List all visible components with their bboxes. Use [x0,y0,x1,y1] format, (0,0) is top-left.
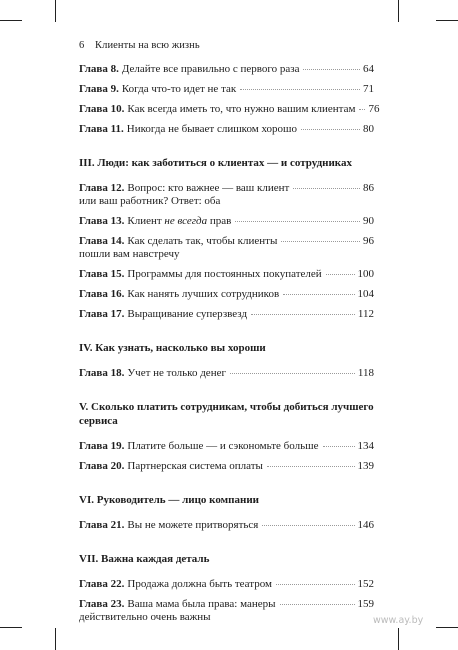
chapter-title [127,367,226,380]
chapter-label: Глава 12. [79,182,125,194]
chapter-title [127,215,231,228]
chapter-title-text: Никогда не бывает слишком хорошо [126,123,298,135]
dot-leader [326,274,355,275]
chapter-title-text: Клиент [127,215,162,227]
dot-leader [230,373,355,374]
chapter-title [127,182,289,195]
crop-mark [0,20,22,21]
chapter-title [127,578,272,591]
chapter-title [127,123,297,136]
page-ref: 76 [368,103,380,115]
chapter-title-text: Как нанять лучших сотрудников [127,288,280,300]
chapter-title-text: Вопрос: кто важнее — ваш клиент [127,182,290,194]
running-header [79,40,374,51]
chapter-title [122,63,300,76]
page-ref: 134 [357,440,374,452]
toc-entry[interactable] [79,63,374,76]
chapter-label: Глава 17. [79,308,125,320]
section-heading: V. Сколько платить сотрудникам, чтобы добиться лучшего сервиса [79,401,374,427]
chapter-title-text: Программы для постоянных покупателей [127,268,322,280]
toc-entry[interactable] [79,308,374,321]
chapter-title-text: Когда что-то идет не так [121,83,237,95]
dot-leader [303,69,360,70]
crop-mark [0,627,22,628]
page-ref: 100 [357,268,374,280]
page-ref: 118 [357,367,374,379]
chapter-title [127,460,263,473]
dot-leader [276,584,355,585]
page-ref: 86 [363,182,374,194]
toc-entry[interactable] [79,103,380,116]
chapter-title-text: Как всегда иметь то, что нужно вашим клиентам [127,103,356,115]
dot-leader [267,466,355,467]
dot-leader [262,525,354,526]
chapter-title-text: Как сделать так, чтобы клиенты [127,235,278,247]
chapter-title-text: Продажа должна быть театром [127,578,272,590]
toc-entry[interactable] [79,215,374,228]
toc-entry[interactable] [79,440,374,453]
chapter-title-text: Партнерская система оплаты [127,460,263,472]
chapter-title [127,598,275,611]
dot-leader [359,109,365,110]
toc-entry[interactable] [79,460,374,473]
page-ref: 146 [357,519,374,531]
dot-leader [323,446,355,447]
chapter-label: Глава 9. [79,83,119,95]
chapter-title-continuation: действительно очень важны [79,611,211,623]
toc-entry[interactable] [79,288,374,301]
crop-mark [436,20,458,21]
page-ref: 152 [357,578,374,590]
page-ref: 96 [363,235,374,247]
section-heading: VII. Важна каждая деталь [79,553,210,565]
page-ref: 80 [363,123,374,135]
chapter-title [127,440,318,453]
page-ref: 104 [357,288,374,300]
chapter-label: Глава 10. [79,103,125,115]
chapter-title-text: Учет не только денег [127,367,226,379]
dot-leader [235,221,360,222]
toc-entry[interactable] [79,519,374,532]
toc-entry[interactable] [79,83,374,96]
chapter-title-text: Платите больше — и сэкономьте больше [127,440,319,452]
toc-entry[interactable] [79,598,374,611]
chapter-label: Глава 20. [79,460,125,472]
table-of-contents [79,63,380,624]
chapter-title-text: Выращивание суперзвезд [127,308,248,320]
chapter-title [127,268,321,281]
dot-leader [251,314,355,315]
page-ref: 71 [363,83,374,95]
section-heading: VI. Руководитель — лицо компании [79,494,260,506]
chapter-title-text: прав [209,215,232,227]
toc-entry[interactable] [79,123,374,136]
chapter-label: Глава 14. [79,235,125,247]
watermark: www.ay.by [373,615,424,626]
chapter-label: Глава 23. [79,598,125,610]
page-ref: 64 [363,63,374,75]
chapter-title [127,235,277,248]
section-heading: III. Люди: как заботиться о клиентах — и сотрудниках [79,157,352,169]
toc-entry[interactable] [79,367,374,380]
toc-entry[interactable] [79,268,374,281]
dot-leader [283,294,354,295]
running-title: Клиенты на всю жизнь [95,40,200,51]
chapter-title-continuation: или ваш работник? Ответ: оба [79,195,221,207]
chapter-title [127,519,258,532]
toc-entry[interactable] [79,182,374,195]
chapter-label: Глава 11. [79,123,124,135]
chapter-title-text: Вы не можете притворяться [127,519,259,531]
chapter-label: Глава 16. [79,288,125,300]
section-heading: IV. Как узнать, насколько вы хороши [79,342,266,354]
chapter-title-continuation: пошли вам навстречу [79,248,180,260]
dot-leader [293,188,360,189]
chapter-label: Глава 19. [79,440,125,452]
crop-mark [398,0,399,22]
page-ref: 139 [357,460,374,472]
page-ref: 90 [363,215,374,227]
crop-mark [398,628,399,650]
chapter-title-emphasis: не всегда [164,215,208,227]
chapter-title [127,103,355,116]
dot-leader [281,241,360,242]
dot-leader [301,129,360,130]
chapter-label: Глава 18. [79,367,125,379]
chapter-label: Глава 8. [79,63,119,75]
toc-entry[interactable] [79,578,374,591]
page-ref: 112 [357,308,374,320]
page-number: 6 [79,40,85,51]
toc-page [79,40,380,631]
chapter-label: Глава 13. [79,215,125,227]
chapter-label: Глава 21. [79,519,125,531]
chapter-title [127,288,279,301]
dot-leader [280,604,355,605]
crop-mark [55,0,56,22]
chapter-title-text: Ваша мама была права: манеры [127,598,276,610]
chapter-label: Глава 22. [79,578,125,590]
chapter-title [122,83,236,96]
chapter-title [127,308,247,321]
crop-mark [55,628,56,650]
dot-leader [240,89,360,90]
page-ref: 159 [357,598,374,610]
chapter-title-text: Делайте все правильно с первого раза [121,63,300,75]
chapter-label: Глава 15. [79,268,125,280]
toc-entry[interactable] [79,235,374,248]
